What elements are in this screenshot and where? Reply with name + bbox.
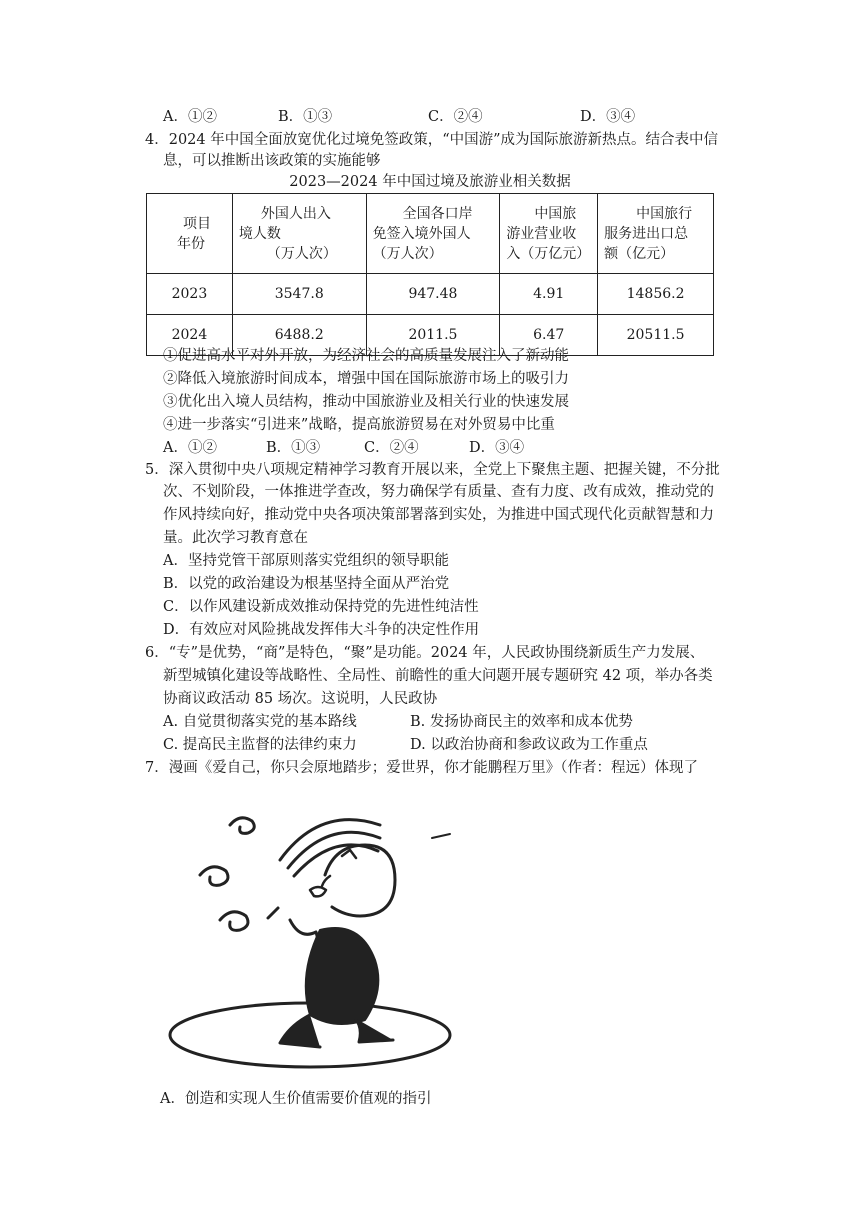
header-visa-free [366, 194, 500, 274]
head [325, 845, 395, 916]
q4-option-c: C．②④ [364, 440, 419, 456]
table-row [147, 274, 714, 315]
q3-options [163, 107, 635, 127]
q5-line-4: 量。此次学习教育意在 [163, 530, 308, 546]
q3-option-b: B．①③ [278, 109, 333, 125]
q5-option-c: C．以作风建设新成效推动保持党的先进性纯洁性 [163, 599, 479, 615]
header-text: 游业营业收 [506, 225, 577, 242]
corner-label-year: 年份 [177, 235, 205, 252]
header-text: 中国旅行 [636, 205, 693, 222]
cell-foreigners: 3547.8 [232, 274, 366, 315]
q6-line-1: 6．“专”是优势，“商”是特色，“聚”是功能。2024 年，人民政协围绕新质生产力发展、 [145, 645, 705, 661]
header-text: （万人次） [372, 245, 443, 262]
table-header-row [147, 194, 714, 274]
cell-revenue: 4.91 [500, 274, 598, 315]
tourism-data-table [146, 193, 714, 356]
q6-line-2: 新型城镇化建设等战略性、全局性、前瞻性的重大问题开展专题研究 42 项，举办各类 [163, 668, 713, 684]
q3-option-c: C．②④ [428, 109, 483, 125]
cell-foreigners: 6488.2 [232, 315, 366, 356]
q4-stem-line2: 息，可以推断出该政策的实施能够 [163, 153, 381, 169]
q4-option-d: D．③④ [469, 440, 525, 456]
header-text: （万人次） [266, 245, 337, 262]
cell-visa-free: 947.48 [366, 274, 500, 315]
q4-option-a: A．①② [163, 440, 217, 456]
q4-statement-2: ②降低入境旅游时间成本，增强中国在国际旅游市场上的吸引力 [163, 371, 569, 387]
q4-options [163, 438, 524, 458]
q3-option-a: A．①② [163, 109, 217, 125]
header-text: 外国人出入 [260, 205, 331, 222]
swirl-icon [200, 867, 228, 886]
table-caption: 2023—2024 年中国过境及旅游业相关数据 [289, 174, 571, 190]
header-text: 服务进出口总 [604, 225, 689, 242]
cartoon-illustration [160, 780, 460, 1075]
q5-option-b: B．以党的政治建设为根基坚持全面从严治党 [163, 576, 450, 592]
dash-mark [432, 834, 450, 838]
header-text: 免签入境外国人 [372, 225, 471, 242]
q5-line-2: 次、不划阶段，一体推进学查改，努力确保学有质量、查有力度、改有成效，推动党的 [163, 484, 714, 500]
header-text: 额（亿元） [604, 245, 675, 262]
q5-option-a: A．坚持党管干部原则落实党组织的领导职能 [163, 553, 449, 569]
header-foreigners [232, 194, 366, 274]
body-coat [306, 928, 379, 1024]
q6-line-3: 协商议政活动 85 场次。这说明，人民政协 [163, 691, 438, 707]
swirl-icon [220, 912, 248, 931]
header-text: 中国旅 [534, 205, 577, 222]
q7-stem: 7．漫画《爱自己，你只会原地踏步；爱世界，你才能鹏程万里》（作者：程远）体现了 [145, 760, 698, 776]
q6-option-a: A. 自觉贯彻落实党的基本路线 [163, 714, 357, 730]
corner-label-item: 项目 [183, 215, 211, 232]
q5-line-1: 5．深入贯彻中央八项规定精神学习教育开展以来，全党上下聚焦主题、把握关键，不分批 [145, 462, 720, 478]
cell-services: 20511.5 [598, 315, 714, 356]
q4-option-b: B．①③ [266, 440, 321, 456]
q3-option-d: D．③④ [580, 109, 636, 125]
q7-option-a: A．创造和实现人生价值需要价值观的指引 [160, 1091, 432, 1107]
table-corner-cell [147, 194, 233, 274]
cell-revenue: 6.47 [500, 315, 598, 356]
q6-option-b: B. 发扬协商民主的效率和成本优势 [410, 714, 633, 730]
row-year: 2023 [147, 274, 233, 315]
q4-statement-3: ③优化出入境人员结构，推动中国旅游业及相关行业的快速发展 [163, 394, 569, 410]
q5-line-3: 作风持续向好，推动党中央各项决策部署落到实处，为推进中国式现代化贡献智慧和力 [163, 507, 714, 523]
header-text: 全国各口岸 [402, 205, 473, 222]
q6-option-d: D. 以政治协商和参政议政为工作重点 [410, 737, 648, 753]
header-travel-services [598, 194, 714, 274]
cell-services: 14856.2 [598, 274, 714, 315]
header-text: 境人数 [238, 225, 281, 242]
q6-option-c: C. 提高民主监督的法律约束力 [163, 737, 357, 753]
header-tourism-revenue [500, 194, 598, 274]
q4-statement-1: ①促进高水平对外开放，为经济社会的高质量发展注入了新动能 [163, 348, 569, 364]
q4-stem-line1: 4．2024 年中国全面放宽优化过境免签政策，“中国游”成为国际旅游新热点。结合表中信 [145, 132, 719, 148]
cell-visa-free: 2011.5 [366, 315, 500, 356]
swirl-icon [230, 818, 254, 834]
row-year: 2024 [147, 315, 233, 356]
q5-option-d: D．有效应对风险挑战发挥伟大斗争的决定性作用 [163, 622, 480, 638]
header-text: 入（万亿元） [506, 245, 591, 262]
q4-statement-4: ④进一步落实“引进来”战略，提高旅游贸易在对外贸易中比重 [163, 417, 555, 433]
